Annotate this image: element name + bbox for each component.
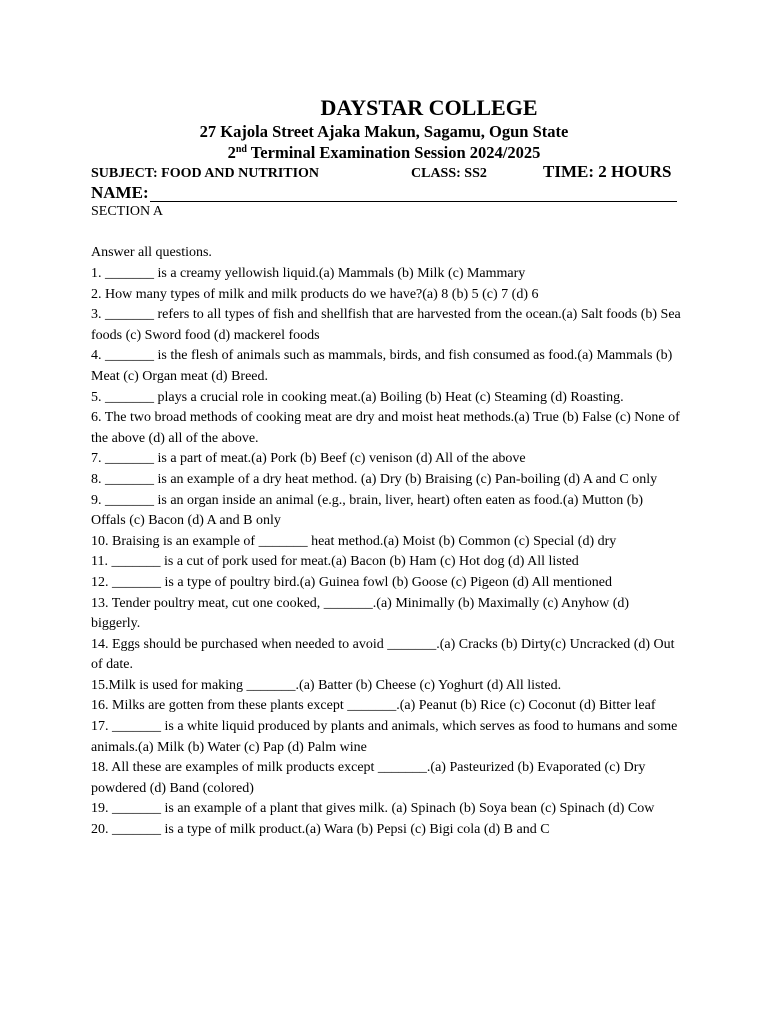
- question-item: 13. Tender poultry meat, cut one cooked, _______.(a) Minimally (b) Maximally (c) Anyhow (d) biggerly.: [91, 595, 630, 632]
- school-name: DAYSTAR COLLEGE: [320, 95, 538, 120]
- question-item: 11. _______ is a cut of pork used for meat.(a) Bacon (b) Ham (c) Hot dog (d) All listed: [91, 554, 579, 570]
- instructions: Answer all questions.: [91, 245, 212, 260]
- question-item: 6. The two broad methods of cooking meat are dry and moist heat methods.(a) True (b) False (c) None of the above (d) all of the above.: [91, 410, 680, 446]
- session-text: Terminal Examination Session 2024/2025: [246, 143, 541, 162]
- question-item: 15.Milk is used for making _______.(a) Batter (b) Cheese (c) Yoghurt (d) All listed.: [91, 677, 562, 693]
- question-item: 19. _______ is an example of a plant that gives milk. (a) Spinach (b) Soya bean (c) Spinach (d) Cow: [91, 801, 655, 817]
- school-address: 27 Kajola Street Ajaka Makun, Sagamu, Ogun State: [199, 122, 569, 141]
- question-item: 3. _______ refers to all types of fish and shellfish that are harvested from the ocean.(a) Salt foods (b) Sea foods (c) Sword food (d) mackerel foods: [91, 307, 681, 343]
- session-ordinal: 2: [227, 143, 236, 162]
- question-item: 17. _______ is a white liquid produced by plants and animals, which serves as food to humans and some animals.(a) Milk (b) Water (c) Pap (d) Palm wine: [91, 719, 678, 755]
- question-item: 12. _______ is a type of poultry bird.(a) Guinea fowl (b) Goose (c) Pigeon (d) All mentioned: [91, 574, 613, 590]
- question-item: 8. _______ is an example of a dry heat method. (a) Dry (b) Braising (c) Pan-boiling (d) A and C only: [91, 471, 658, 487]
- question-item: 16. Milks are gotten from these plants except _______.(a) Peanut (b) Rice (c) Coconut (d) Bitter leaf: [91, 698, 656, 714]
- section-title: SECTION A: [91, 204, 163, 219]
- name-blank-line: [150, 201, 677, 202]
- question-item: 18. All these are examples of milk products except _______.(a) Pasteurized (b) Evaporated (c) Dry powdered (d) Band (colored): [91, 760, 646, 796]
- question-item: 4. _______ is the flesh of animals such as mammals, birds, and fish consumed as food.(a) Mammals (b) Meat (c) Organ meat (d) Breed.: [91, 348, 673, 384]
- question-item: 7. _______ is a part of meat.(a) Pork (b) Beef (c) venison (d) All of the above: [91, 451, 526, 467]
- session-ordinal-suffix: nd: [235, 144, 247, 155]
- question-item: 1. _______ is a creamy yellowish liquid.(a) Mammals (b) Milk (c) Mammary: [91, 266, 526, 281]
- question-item: 2. How many types of milk and milk products do we have?(a) 8 (b) 5 (c) 7 (d) 6: [91, 286, 539, 302]
- time-label: TIME: 2 HOURS: [543, 162, 672, 181]
- subject-label: SUBJECT: FOOD AND NUTRITION: [91, 166, 320, 181]
- question-item: 14. Eggs should be purchased when needed to avoid _______.(a) Cracks (b) Dirty(c) Uncracked (d) Out of date.: [91, 636, 675, 673]
- class-label: CLASS: SS2: [411, 166, 487, 181]
- name-label: NAME:: [91, 183, 149, 202]
- name-row: [91, 182, 677, 206]
- question-item: 9. _______ is an organ inside an animal (e.g., brain, liver, heart) often eaten as food.(a) Mutton (b) Offals (c) Bacon (d) A and B only: [91, 492, 644, 529]
- question-item: 5. _______ plays a crucial role in cooking meat.(a) Boiling (b) Heat (c) Steaming (d) Roasting.: [91, 389, 624, 405]
- question-item: 20. _______ is a type of milk product.(a) Wara (b) Pepsi (c) Bigi cola (d) B and C: [91, 822, 550, 838]
- question-item: 10. Braising is an example of _______ heat method.(a) Moist (b) Common (c) Special (d) dry: [91, 533, 617, 549]
- question-list: [91, 264, 681, 841]
